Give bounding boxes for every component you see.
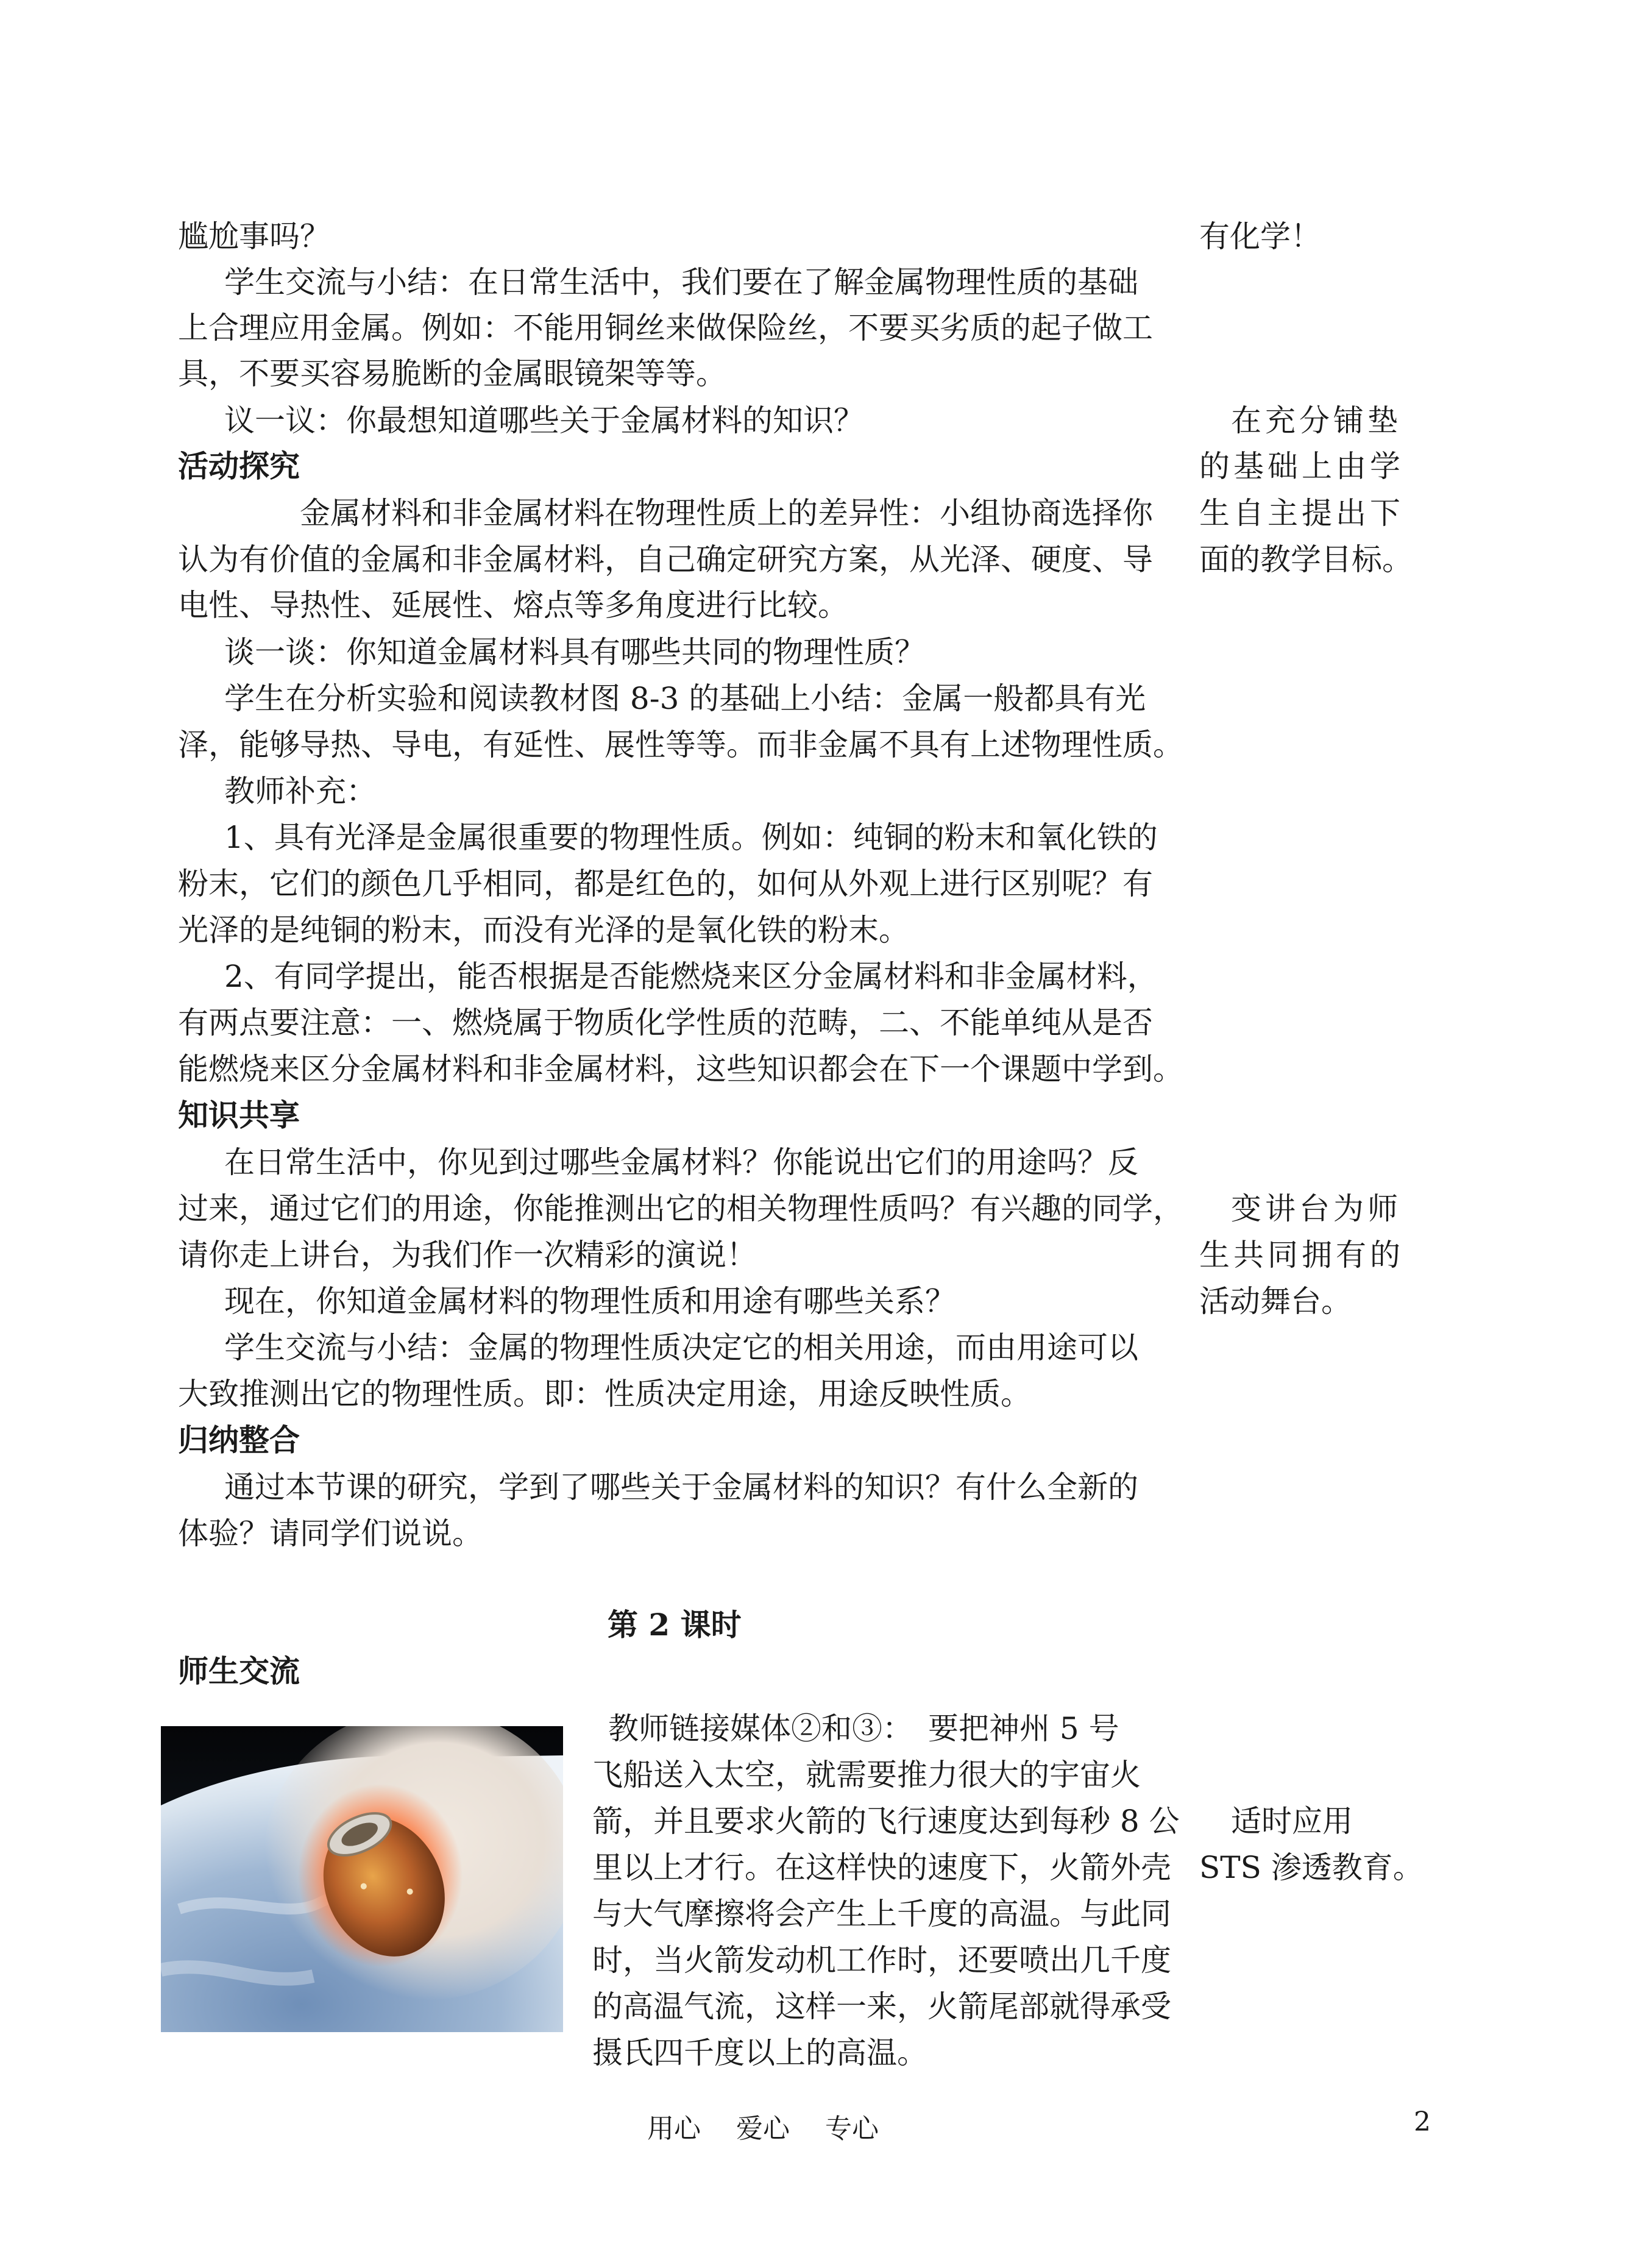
text-line: 的高温气流，这样一来，火箭尾部就得承受 (592, 1989, 1171, 2024)
side-note: STS 渗透教育。 (1199, 1850, 1424, 1885)
text-line: 具，不要买容易脆断的金属眼镜架等等。 (178, 356, 726, 391)
space-capsule-reentry-photo (161, 1726, 563, 2032)
side-note: 生自主提出下 (1199, 496, 1404, 531)
text-line: 光泽的是纯铜的粉末，而没有光泽的是氧化铁的粉末。 (178, 912, 909, 948)
text-line: 里以上才行。在这样快的速度下，火箭外壳 (592, 1850, 1171, 1885)
side-note: 变讲台为师 (1231, 1191, 1402, 1226)
text-line: 学生在分析实验和阅读教材图 8-3 的基础上小结：金属一般都具有光 (224, 681, 1146, 716)
text-line: 谈一谈：你知道金属材料具有哪些共同的物理性质？ (224, 635, 925, 670)
text-line: 电性、导热性、延展性、熔点等多角度进行比较。 (178, 588, 848, 623)
text-line: 现在，你知道金属材料的物理性质和用途有哪些关系？ (224, 1284, 956, 1319)
section-heading: 归纳整合 (178, 1422, 300, 1458)
text-line: 教师链接媒体②和③： 要把神州 5 号 (608, 1711, 1119, 1746)
text-line: 学生交流与小结：在日常生活中，我们要在了解金属物理性质的基础 (224, 265, 1138, 300)
text-line: 在日常生活中，你见到过哪些金属材料？你能说出它们的用途吗？反 (224, 1145, 1138, 1180)
text-line: 能燃烧来区分金属材料和非金属材料，这些知识都会在下一个课题中学到。 (178, 1051, 1183, 1087)
text-line: 过来，通过它们的用途，你能推测出它的相关物理性质吗？有兴趣的同学， (178, 1191, 1183, 1226)
text-line: 粉末，它们的颜色几乎相同，都是红色的，如何从外观上进行区别呢？有 (178, 866, 1153, 901)
text-line: 学生交流与小结：金属的物理性质决定它的相关用途，而由用途可以 (224, 1330, 1138, 1365)
text-line: 2、有同学提出，能否根据是否能燃烧来区分金属材料和非金属材料， (224, 959, 1158, 994)
text-line: 金属材料和非金属材料在物理性质上的差异性：小组协商选择你 (300, 496, 1153, 531)
side-note: 有化学！ (1199, 219, 1321, 254)
text-line: 与大气摩擦将会产生上千度的高温。与此同 (592, 1896, 1171, 1932)
section-heading: 师生交流 (178, 1653, 300, 1689)
text-line: 议一议：你最想知道哪些关于金属材料的知识？ (224, 403, 864, 438)
side-note: 适时应用 (1231, 1804, 1353, 1839)
text-line: 大致推测出它的物理性质。即：性质决定用途，用途反映性质。 (178, 1376, 1031, 1412)
section-heading: 知识共享 (178, 1097, 300, 1133)
text-line: 有两点要注意：一、燃烧属于物质化学性质的范畴，二、不能单纯从是否 (178, 1005, 1153, 1040)
page-number: 2 (1414, 2106, 1431, 2138)
footer-motto: 用心 爱心 专心 (647, 2113, 879, 2144)
text-line: 尴尬事吗？ (178, 219, 330, 254)
text-line: 摄氏四千度以上的高温。 (592, 2035, 927, 2071)
text-line: 上合理应用金属。例如：不能用铜丝来做保险丝，不要买劣质的起子做工 (178, 310, 1153, 346)
text-line: 箭，并且要求火箭的飞行速度达到每秒 8 公 (592, 1804, 1180, 1839)
text-line: 通过本节课的研究，学到了哪些关于金属材料的知识？有什么全新的 (224, 1470, 1138, 1505)
text-line: 教师补充： (224, 773, 377, 809)
text-line: 请你走上讲台，为我们作一次精彩的演说！ (178, 1237, 757, 1273)
text-line: 时，当火箭发动机工作时，还要喷出几千度 (592, 1943, 1171, 1978)
side-note: 面的教学目标。 (1199, 542, 1413, 577)
text-line: 体验？请同学们说说。 (178, 1516, 483, 1551)
side-note: 活动舞台。 (1199, 1284, 1352, 1319)
section-heading: 活动探究 (178, 448, 300, 484)
text-line: 认为有价值的金属和非金属材料，自己确定研究方案，从光泽、硬度、导 (178, 542, 1153, 577)
side-note: 在充分铺垫 (1231, 403, 1402, 438)
side-note: 生共同拥有的 (1199, 1237, 1404, 1273)
text-line: 飞船送入太空，就需要推力很大的宇宙火 (592, 1757, 1141, 1793)
lesson-title: 第 2 课时 (608, 1607, 742, 1643)
text-line: 泽，能够导热、导电，有延性、展性等等。而非金属不具有上述物理性质。 (178, 727, 1183, 763)
text-line: 1、具有光泽是金属很重要的物理性质。例如：纯铜的粉末和氧化铁的 (224, 820, 1158, 855)
side-note: 的基础上由学 (1199, 449, 1404, 484)
